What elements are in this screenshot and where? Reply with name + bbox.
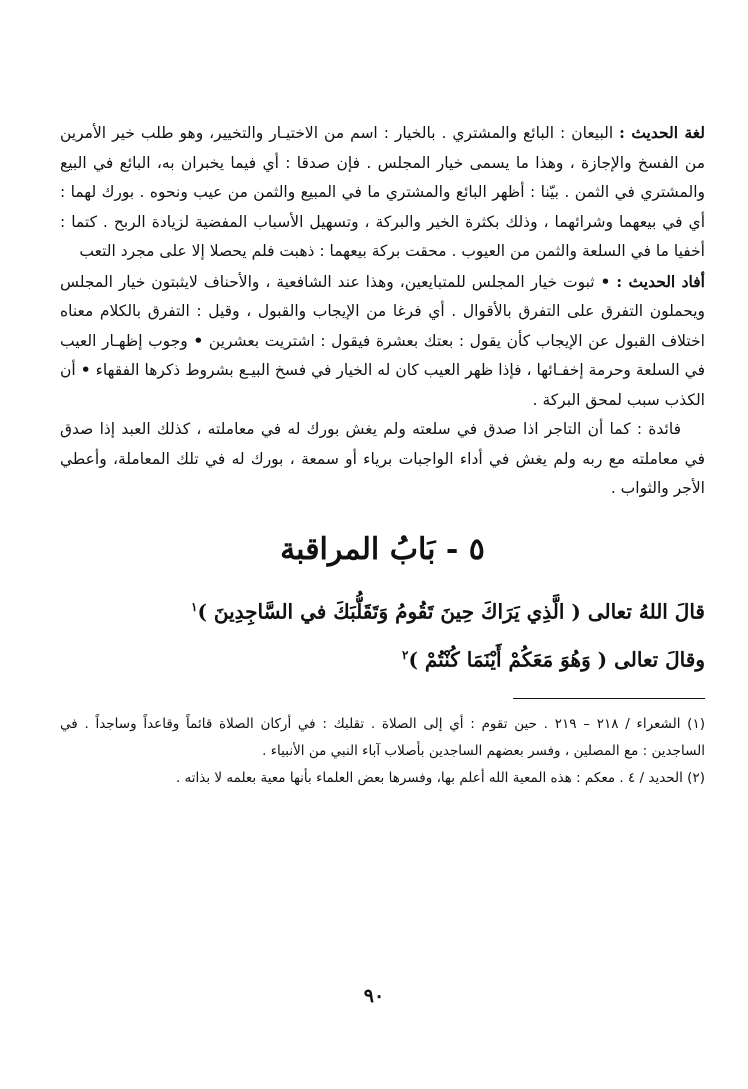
verse-text: قالَ اللهُ تعالى ( الَّذِي يَرَاكَ حِينَ تَقُومُ وَتَقَلُّبَكَ في السَّاجِدِينَ ) (197, 599, 705, 624)
lugha-paragraph (60, 118, 705, 267)
afada-point-1: ثبوت خيار المجلس للمتبايعين، وهذا عند الشافعية ، والأحناف لايثبتون خيار المجلس ويحملون التفرق على التفرق بالأقوال . أي فرغا من الإيجاب والقبول ، وقيل : التفرق بالكلام معناه اختلاف القبول عن الإيجاب كأن يقول : بعتك بعشرة فيقول : اشتريت بعشرين (60, 272, 705, 350)
bullet-dot-icon: • (193, 331, 204, 350)
afada-paragraph (60, 267, 705, 416)
faida-paragraph (60, 415, 705, 504)
faida-text: فائدة : كما أن التاجر اذا صدق في سلعته ولم يغش بورك له في معاملته ، كذلك العبد إذا صدق في معاملته مع ربه ولم يغش في أداء الواجبات برياء أو سمعة ، بورك له في تلك المعاملة، وأعطي الأجر والثواب . (60, 420, 705, 497)
verse-1 (60, 585, 705, 634)
lugha-label: لغة الحديث : (619, 123, 705, 142)
afada-point-2: وجوب إظهـار العيب في السلعة وحرمة إخفـائها ، فإذا ظهر العيب كان له الخيار في فسخ البيـع بشروط ذكرها الفقهاء (60, 331, 705, 379)
verse-text: وقالَ تعالى ( وَهُوَ مَعَكُمْ أَيْنَمَا كُنْتُمْ ) (408, 647, 705, 672)
page-number: ٩٠ (363, 985, 385, 1007)
bullet-dot-icon: • (600, 272, 611, 291)
footnote-1: (١) الشعراء / ٢١٨ – ٢١٩ . حين تقوم : أي إلى الصلاة . تقلبك : في أركان الصلاة قائماً وقاعداً وساجداً . في الساجدين : مع المصلين ، وفسر بعضهم الساجدين بأصلاب آباء النبي من الأنبياء . (60, 715, 705, 759)
verse-ref: ٢ (401, 648, 409, 663)
chapter-title: ٥ - بَابُ المراقبة (280, 531, 485, 567)
verse-2 (60, 633, 705, 682)
page-content (60, 118, 705, 792)
footnote-divider (513, 698, 705, 699)
verse-ref: ١ (190, 599, 198, 614)
lugha-text: البيعان : البائع والمشتري . بالخيار : اسم من الاختيـار والتخيير، وهو طلب خير الأمرين من الفسخ والإجازة ، وهذا ما يسمى خيار المجلس . فإن صدقا : أي فيما يخبران به، البائع في البيع والمشتري في الثمن . بيّنا : أظهر البائع والمشتري ما في المبيع والثمن من عيب ونحوه . بورك لهما : أي في بيعهما وشرائهما ، وذلك بكثرة الخير والبركة ، وتسهيل الأسباب المفضية لزيادة الربح . كتما : أخفيا ما في السلعة والثمن من العيوب . محقت بركة بيعهما : ذهبت فلم يحصلا إلا على مجرد التعب (60, 124, 705, 260)
bullet-dot-icon: • (80, 361, 91, 379)
footnote-2: (٢) الحديد / ٤ . معكم : هذه المعية الله أعلم بها، وفسرها بعض العلماء بأنها معية بعلمه لا بذاته . (175, 769, 705, 786)
afada-label: أفاد الحديث : (616, 271, 705, 291)
afada-point-3: أن الكذب سبب لمحق البركة . (60, 361, 705, 409)
